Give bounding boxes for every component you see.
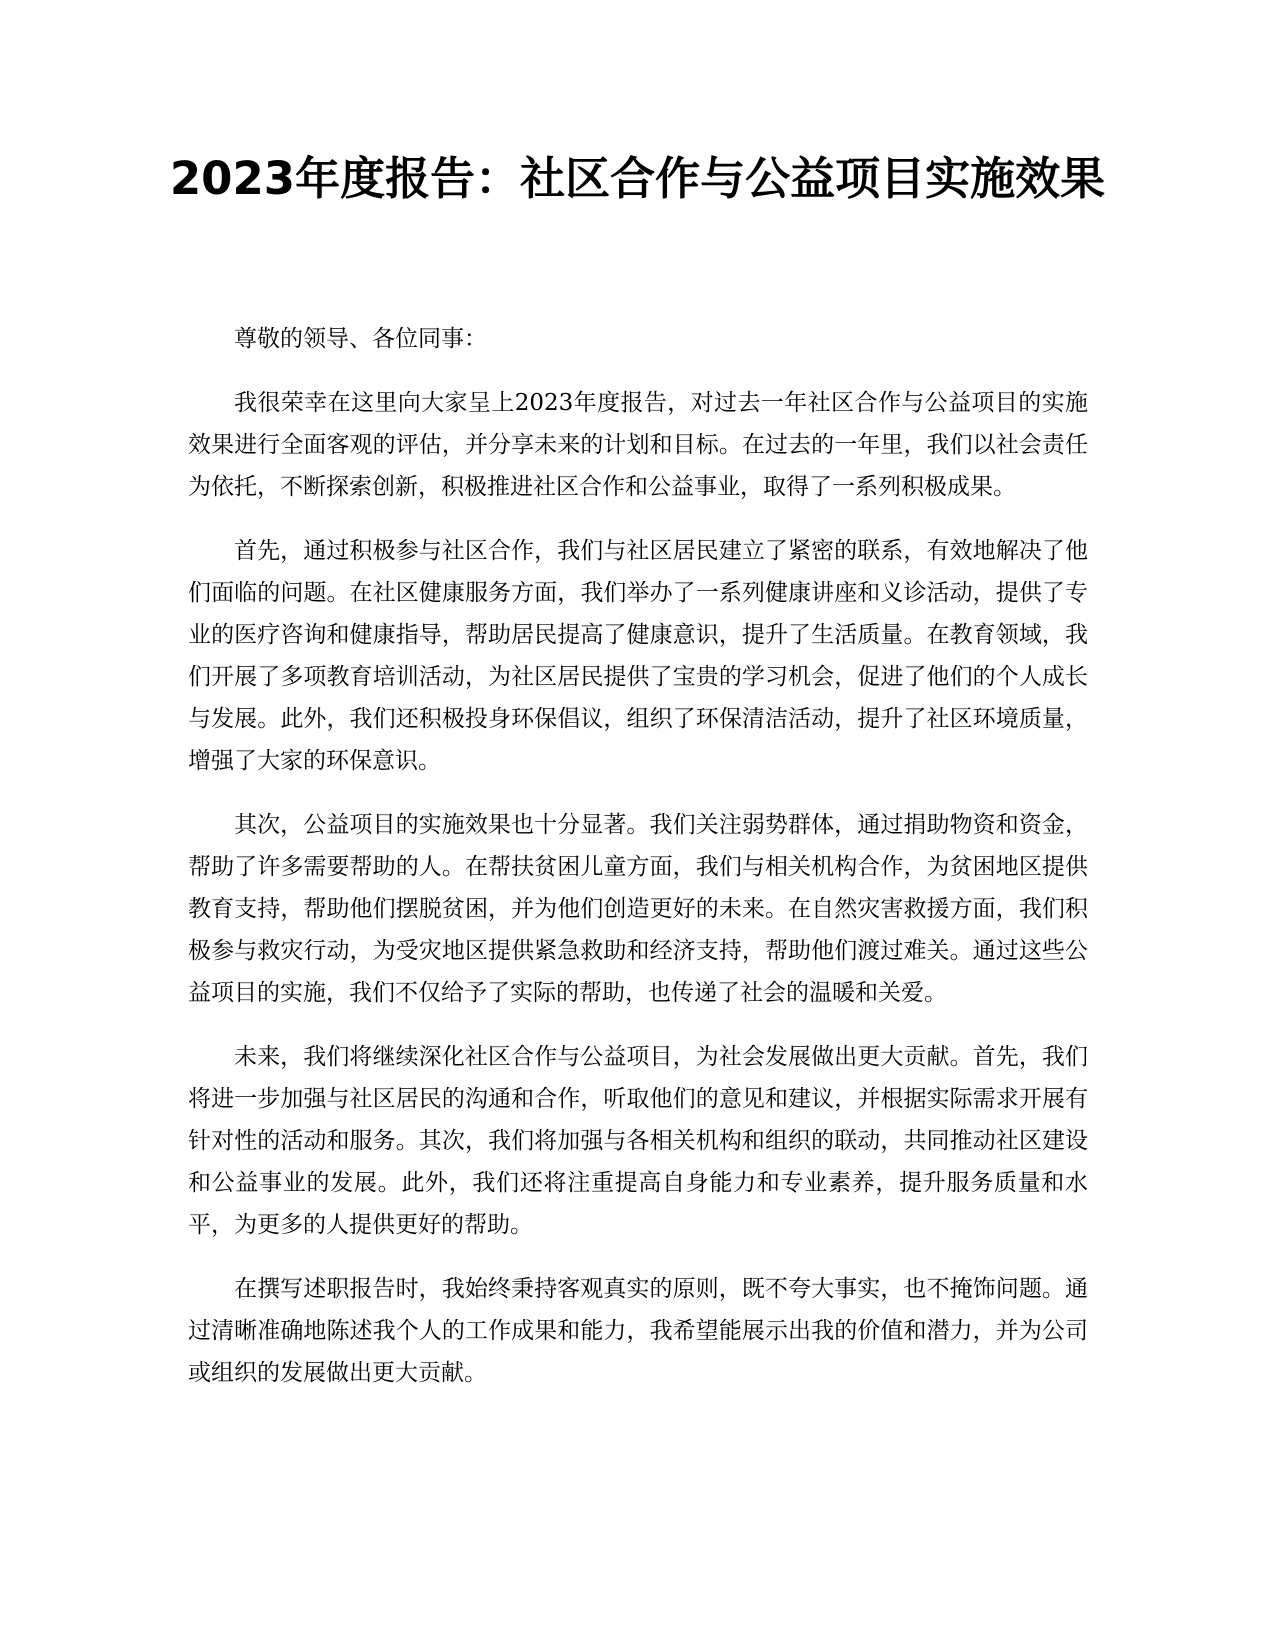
paragraph-conclusion: 在撰写述职报告时，我始终秉持客观真实的原则，既不夸大事实，也不掩饰问题。通过清晰准确地陈述我个人的工作成果和能力，我希望能展示出我的价值和潜力，并为公司或组织的发展做出更大贡献。	[188, 1276, 1088, 1386]
paragraph-future-plans: 未来，我们将继续深化社区合作与公益项目，为社会发展做出更大贡献。首先，我们将进一步加强与社区居民的沟通和合作，听取他们的意见和建议，并根据实际需求开展有针对性的活动和服务。其次，我们将加强与各相关机构和组织的联动，共同推动社区建设和公益事业的发展。此外，我们还将注重提高自身能力和专业素养，提升服务质量和水平，为更多的人提供更好的帮助。	[188, 1044, 1088, 1238]
salutation: 尊敬的领导、各位同事：	[234, 326, 487, 352]
document-title: 2023年度报告：社区合作与公益项目实施效果	[169, 152, 1106, 205]
paragraph-public-welfare: 其次，公益项目的实施效果也十分显著。我们关注弱势群体，通过捐助物资和资金，帮助了许多需要帮助的人。在帮扶贫困儿童方面，我们与相关机构合作，为贫困地区提供教育支持，帮助他们摆脱贫困，并为他们创造更好的未来。在自然灾害救援方面，我们积极参与救灾行动，为受灾地区提供紧急救助和经济支持，帮助他们渡过难关。通过这些公益项目的实施，我们不仅给予了实际的帮助，也传递了社会的温暖和关爱。	[188, 812, 1088, 1006]
paragraph-intro: 我很荣幸在这里向大家呈上2023年度报告，对过去一年社区合作与公益项目的实施效果进行全面客观的评估，并分享未来的计划和目标。在过去的一年里，我们以社会责任为依托，不断探索创新，积极推进社区合作和公益事业，取得了一系列积极成果。	[188, 390, 1088, 500]
document-body	[188, 318, 1088, 1416]
paragraph-community-cooperation: 首先，通过积极参与社区合作，我们与社区居民建立了紧密的联系，有效地解决了他们面临的问题。在社区健康服务方面，我们举办了一系列健康讲座和义诊活动，提供了专业的医疗咨询和健康指导，帮助居民提高了健康意识，提升了生活质量。在教育领域，我们开展了多项教育培训活动，为社区居民提供了宝贵的学习机会，促进了他们的个人成长与发展。此外，我们还积极投身环保倡议，组织了环保清洁活动，提升了社区环境质量，增强了大家的环保意识。	[188, 538, 1088, 774]
